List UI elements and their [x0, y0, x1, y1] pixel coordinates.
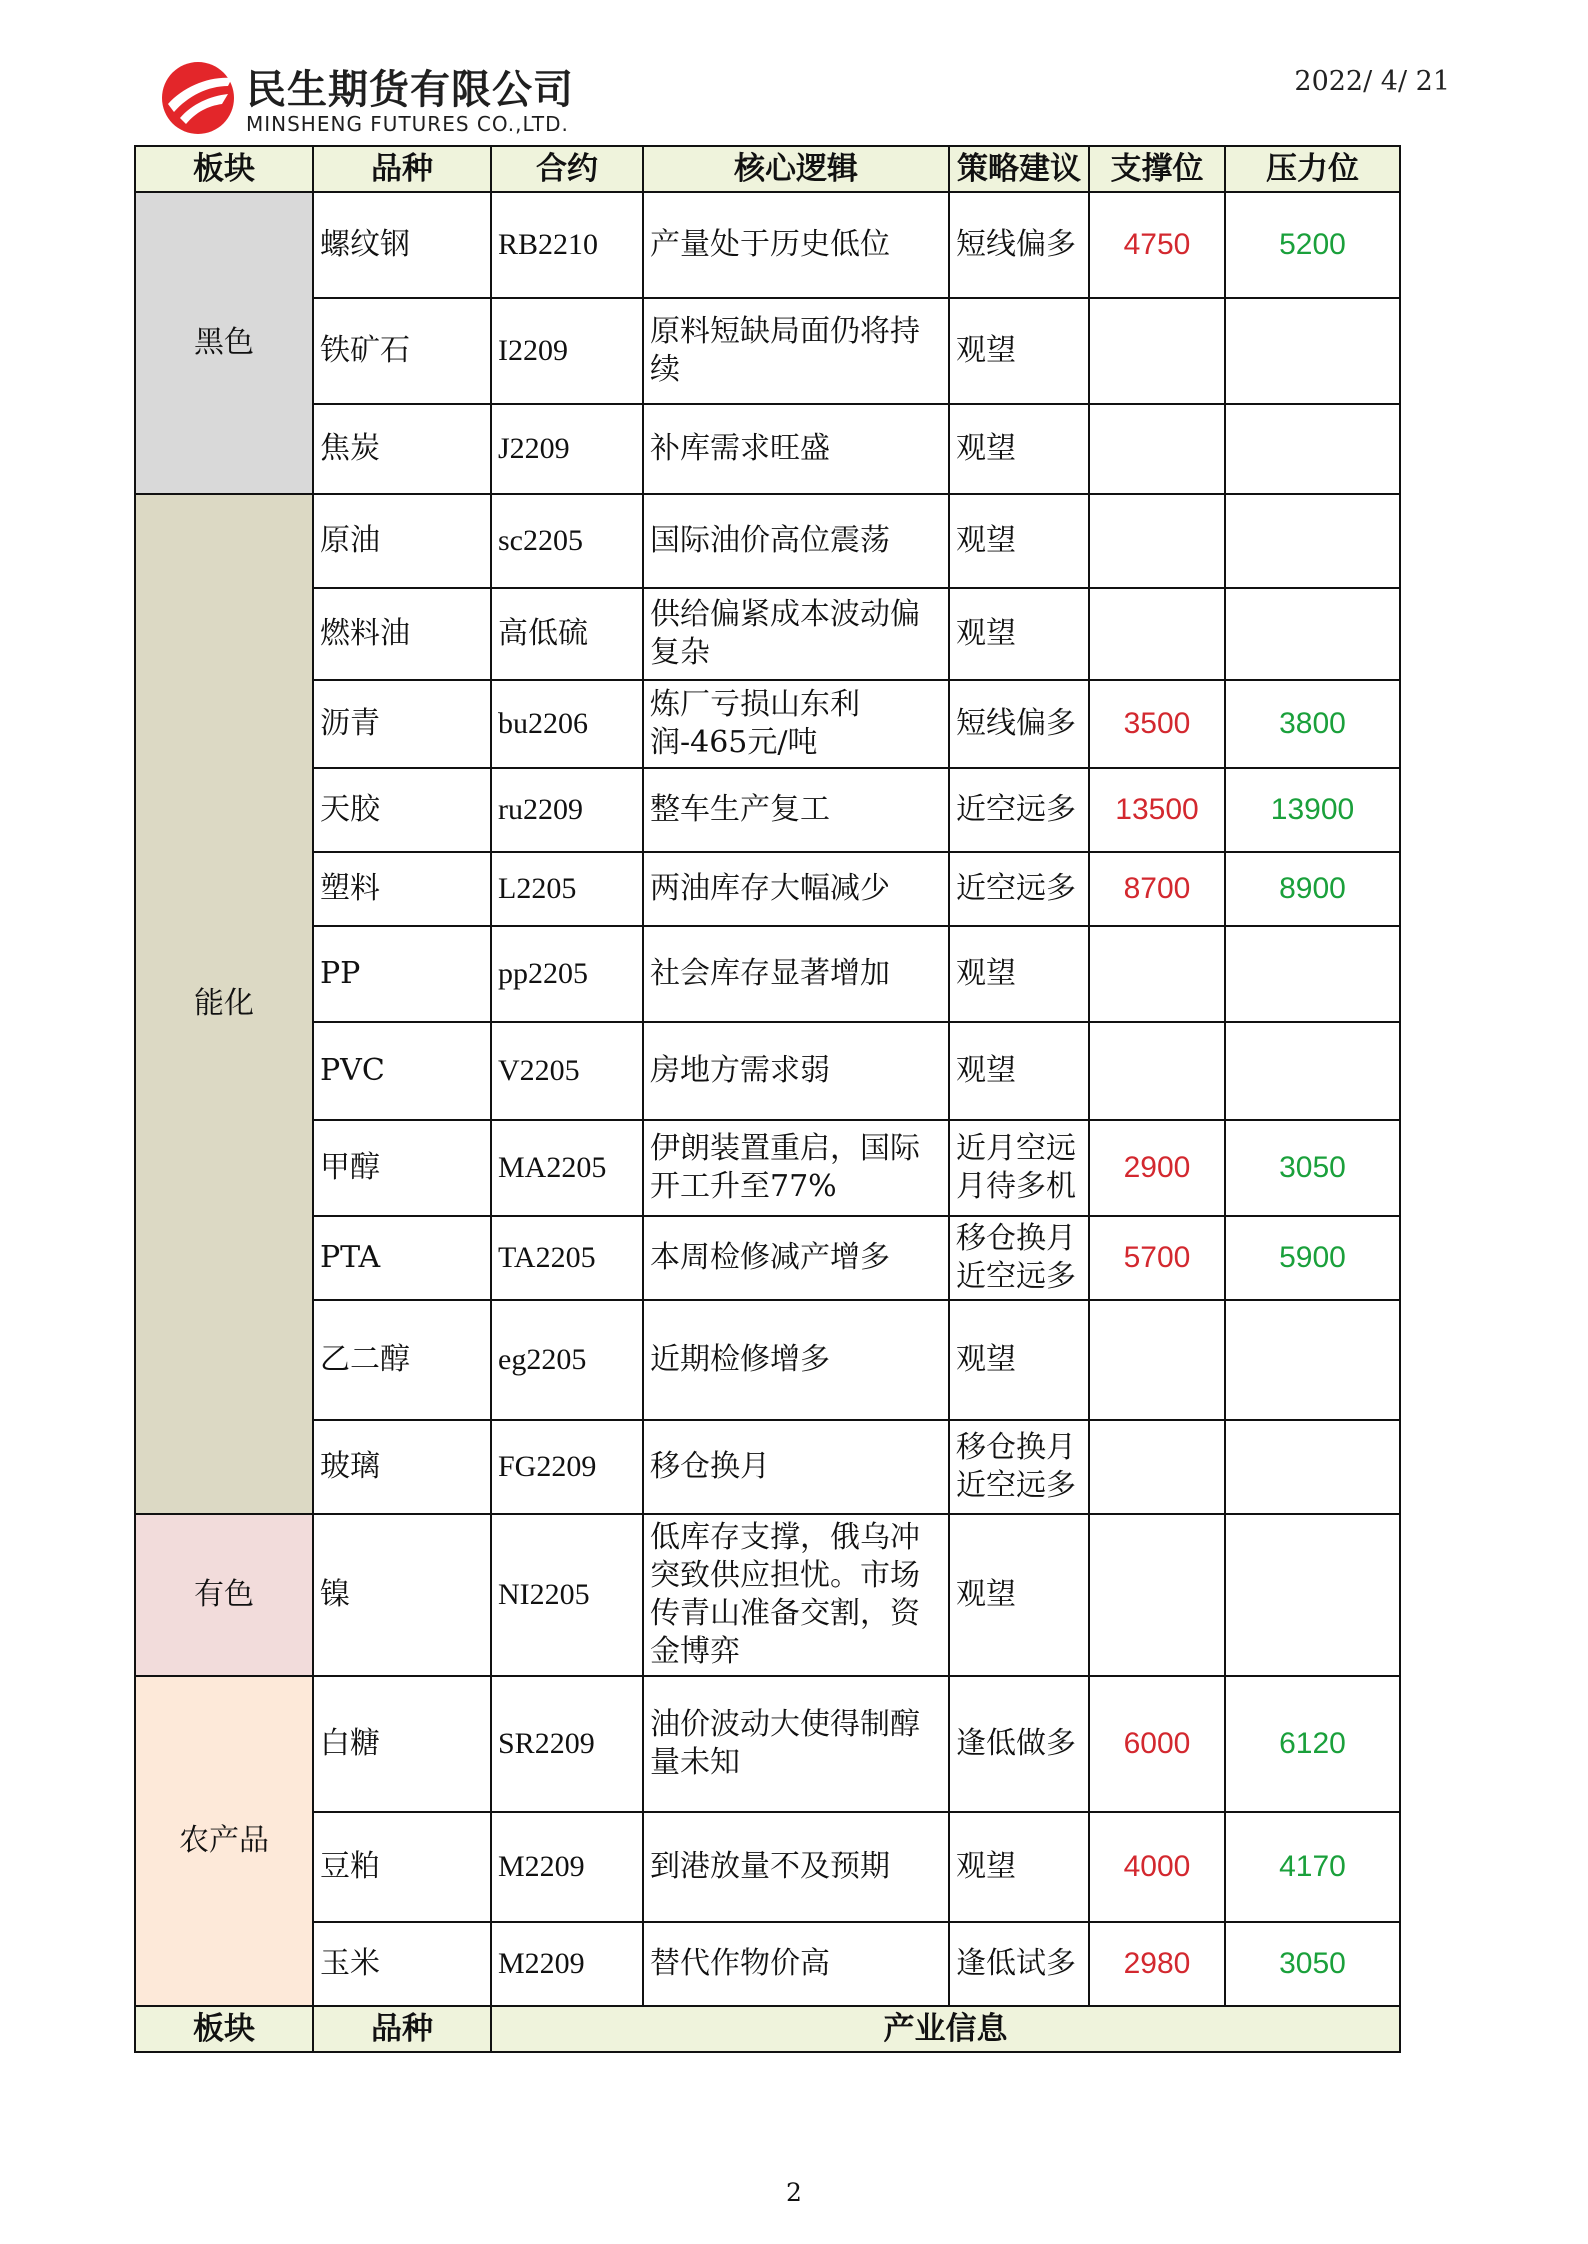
- strategy-cell: 观望: [949, 1300, 1089, 1420]
- support-cell: [1089, 1420, 1225, 1514]
- sector-cell: 黑色: [135, 192, 313, 494]
- logic-cell: 房地方需求弱: [643, 1022, 949, 1120]
- footer-cell: 板块: [135, 2006, 313, 2052]
- support-cell: 13500: [1089, 768, 1225, 852]
- contract-cell: NI2205: [491, 1514, 643, 1676]
- resistance-cell: [1225, 1514, 1400, 1676]
- table-row: [135, 1676, 1400, 1812]
- support-cell: 6000: [1089, 1676, 1225, 1812]
- column-header: 合约: [491, 146, 643, 192]
- strategy-cell: 观望: [949, 494, 1089, 588]
- strategy-cell: 近月空远月待多机: [949, 1120, 1089, 1216]
- contract-cell: 高低硫: [491, 588, 643, 680]
- support-cell: 5700: [1089, 1216, 1225, 1300]
- table-body: [135, 192, 1400, 2006]
- logic-cell: 补库需求旺盛: [643, 404, 949, 494]
- support-cell: [1089, 494, 1225, 588]
- variety-cell: 原油: [313, 494, 491, 588]
- table-row: [135, 1514, 1400, 1676]
- logo-chinese-name: 民生期货有限公司: [246, 67, 574, 113]
- strategy-cell: 移仓换月近空远多: [949, 1216, 1089, 1300]
- logic-cell: 到港放量不及预期: [643, 1812, 949, 1922]
- table-row: [135, 852, 1400, 926]
- page-number: 2: [786, 2178, 802, 2207]
- sector-cell: 农产品: [135, 1676, 313, 2006]
- column-header: 品种: [313, 146, 491, 192]
- variety-cell: 螺纹钢: [313, 192, 491, 298]
- strategy-cell: 逢低试多: [949, 1922, 1089, 2006]
- table-row: [135, 494, 1400, 588]
- variety-cell: 燃料油: [313, 588, 491, 680]
- resistance-cell: 3800: [1225, 680, 1400, 768]
- contract-cell: ru2209: [491, 768, 643, 852]
- variety-cell: 焦炭: [313, 404, 491, 494]
- table-row: [135, 298, 1400, 404]
- logic-cell: 原料短缺局面仍将持续: [643, 298, 949, 404]
- contract-cell: pp2205: [491, 926, 643, 1022]
- strategy-cell: 观望: [949, 926, 1089, 1022]
- resistance-cell: [1225, 926, 1400, 1022]
- table-row: [135, 1120, 1400, 1216]
- strategy-cell: 近空远多: [949, 852, 1089, 926]
- resistance-cell: 6120: [1225, 1676, 1400, 1812]
- table-row: [135, 926, 1400, 1022]
- variety-cell: PTA: [313, 1216, 491, 1300]
- contract-cell: eg2205: [491, 1300, 643, 1420]
- table-row: [135, 1812, 1400, 1922]
- contract-cell: V2205: [491, 1022, 643, 1120]
- strategy-cell: 观望: [949, 1812, 1089, 1922]
- contract-cell: M2209: [491, 1922, 643, 2006]
- table-row: [135, 1216, 1400, 1300]
- strategy-cell: 近空远多: [949, 768, 1089, 852]
- variety-cell: PP: [313, 926, 491, 1022]
- logic-cell: 替代作物价高: [643, 1922, 949, 2006]
- column-header: 支撑位: [1089, 146, 1225, 192]
- contract-cell: SR2209: [491, 1676, 643, 1812]
- resistance-cell: [1225, 494, 1400, 588]
- variety-cell: 沥青: [313, 680, 491, 768]
- contract-cell: sc2205: [491, 494, 643, 588]
- variety-cell: 天胶: [313, 768, 491, 852]
- logic-cell: 社会库存显著增加: [643, 926, 949, 1022]
- logic-cell: 国际油价高位震荡: [643, 494, 949, 588]
- resistance-cell: [1225, 404, 1400, 494]
- logic-cell: 整车生产复工: [643, 768, 949, 852]
- column-header: 核心逻辑: [643, 146, 949, 192]
- logic-cell: 低库存支撑，俄乌冲突致供应担忧。市场传青山准备交割，资金博弈: [643, 1514, 949, 1676]
- footer-cell: 品种: [313, 2006, 491, 2052]
- table-row: [135, 1022, 1400, 1120]
- logic-cell: 两油库存大幅减少: [643, 852, 949, 926]
- resistance-cell: 4170: [1225, 1812, 1400, 1922]
- strategy-cell: 移仓换月近空远多: [949, 1420, 1089, 1514]
- support-cell: [1089, 1022, 1225, 1120]
- resistance-cell: 8900: [1225, 852, 1400, 926]
- table-row: [135, 1922, 1400, 2006]
- table-row: [135, 680, 1400, 768]
- strategy-table: [134, 145, 1401, 2053]
- footer-cell: 产业信息: [491, 2006, 1400, 2052]
- variety-cell: 豆粕: [313, 1812, 491, 1922]
- contract-cell: I2209: [491, 298, 643, 404]
- support-cell: 2980: [1089, 1922, 1225, 2006]
- contract-cell: M2209: [491, 1812, 643, 1922]
- logic-cell: 供给偏紧成本波动偏复杂: [643, 588, 949, 680]
- strategy-cell: 观望: [949, 298, 1089, 404]
- table-row: [135, 588, 1400, 680]
- logic-cell: 本周检修减产增多: [643, 1216, 949, 1300]
- column-header: 压力位: [1225, 146, 1400, 192]
- support-cell: [1089, 1300, 1225, 1420]
- logo-english-name: MINSHENG FUTURES CO.,LTD.: [246, 112, 569, 136]
- resistance-cell: 3050: [1225, 1922, 1400, 2006]
- contract-cell: L2205: [491, 852, 643, 926]
- logic-cell: 近期检修增多: [643, 1300, 949, 1420]
- variety-cell: 乙二醇: [313, 1300, 491, 1420]
- variety-cell: 塑料: [313, 852, 491, 926]
- support-cell: [1089, 588, 1225, 680]
- table-row: [135, 1420, 1400, 1514]
- support-cell: 4750: [1089, 192, 1225, 298]
- variety-cell: 铁矿石: [313, 298, 491, 404]
- sector-cell: 有色: [135, 1514, 313, 1676]
- sector-cell: 能化: [135, 494, 313, 1514]
- contract-cell: TA2205: [491, 1216, 643, 1300]
- strategy-cell: 短线偏多: [949, 192, 1089, 298]
- logic-cell: 油价波动大使得制醇量未知: [643, 1676, 949, 1812]
- contract-cell: J2209: [491, 404, 643, 494]
- resistance-cell: 5900: [1225, 1216, 1400, 1300]
- strategy-cell: 短线偏多: [949, 680, 1089, 768]
- logic-cell: 产量处于历史低位: [643, 192, 949, 298]
- report-date: 2022/ 4/ 21: [1294, 66, 1450, 97]
- logo-mark-icon: [158, 58, 238, 138]
- resistance-cell: [1225, 1022, 1400, 1120]
- contract-cell: RB2210: [491, 192, 643, 298]
- strategy-cell: 逢低做多: [949, 1676, 1089, 1812]
- contract-cell: bu2206: [491, 680, 643, 768]
- support-cell: 4000: [1089, 1812, 1225, 1922]
- contract-cell: FG2209: [491, 1420, 643, 1514]
- support-cell: 3500: [1089, 680, 1225, 768]
- strategy-cell: 观望: [949, 1022, 1089, 1120]
- strategy-cell: 观望: [949, 404, 1089, 494]
- support-cell: [1089, 298, 1225, 404]
- variety-cell: PVC: [313, 1022, 491, 1120]
- resistance-cell: [1225, 298, 1400, 404]
- company-logo: [158, 56, 628, 146]
- logic-cell: 移仓换月: [643, 1420, 949, 1514]
- logic-cell: 炼厂亏损山东利润-465元/吨: [643, 680, 949, 768]
- table-row: [135, 768, 1400, 852]
- resistance-cell: 5200: [1225, 192, 1400, 298]
- table-footer-row: [135, 2006, 1400, 2052]
- support-cell: [1089, 926, 1225, 1022]
- variety-cell: 玉米: [313, 1922, 491, 2006]
- resistance-cell: 3050: [1225, 1120, 1400, 1216]
- table-header-row: [135, 146, 1400, 192]
- resistance-cell: [1225, 588, 1400, 680]
- column-header: 板块: [135, 146, 313, 192]
- support-cell: 2900: [1089, 1120, 1225, 1216]
- variety-cell: 白糖: [313, 1676, 491, 1812]
- support-cell: 8700: [1089, 852, 1225, 926]
- strategy-cell: 观望: [949, 1514, 1089, 1676]
- variety-cell: 玻璃: [313, 1420, 491, 1514]
- variety-cell: 甲醇: [313, 1120, 491, 1216]
- support-cell: [1089, 404, 1225, 494]
- table-row: [135, 192, 1400, 298]
- contract-cell: MA2205: [491, 1120, 643, 1216]
- table-row: [135, 1300, 1400, 1420]
- column-header: 策略建议: [949, 146, 1089, 192]
- resistance-cell: [1225, 1420, 1400, 1514]
- variety-cell: 镍: [313, 1514, 491, 1676]
- resistance-cell: 13900: [1225, 768, 1400, 852]
- support-cell: [1089, 1514, 1225, 1676]
- strategy-cell: 观望: [949, 588, 1089, 680]
- table-row: [135, 404, 1400, 494]
- resistance-cell: [1225, 1300, 1400, 1420]
- logic-cell: 伊朗装置重启，国际开工升至77%: [643, 1120, 949, 1216]
